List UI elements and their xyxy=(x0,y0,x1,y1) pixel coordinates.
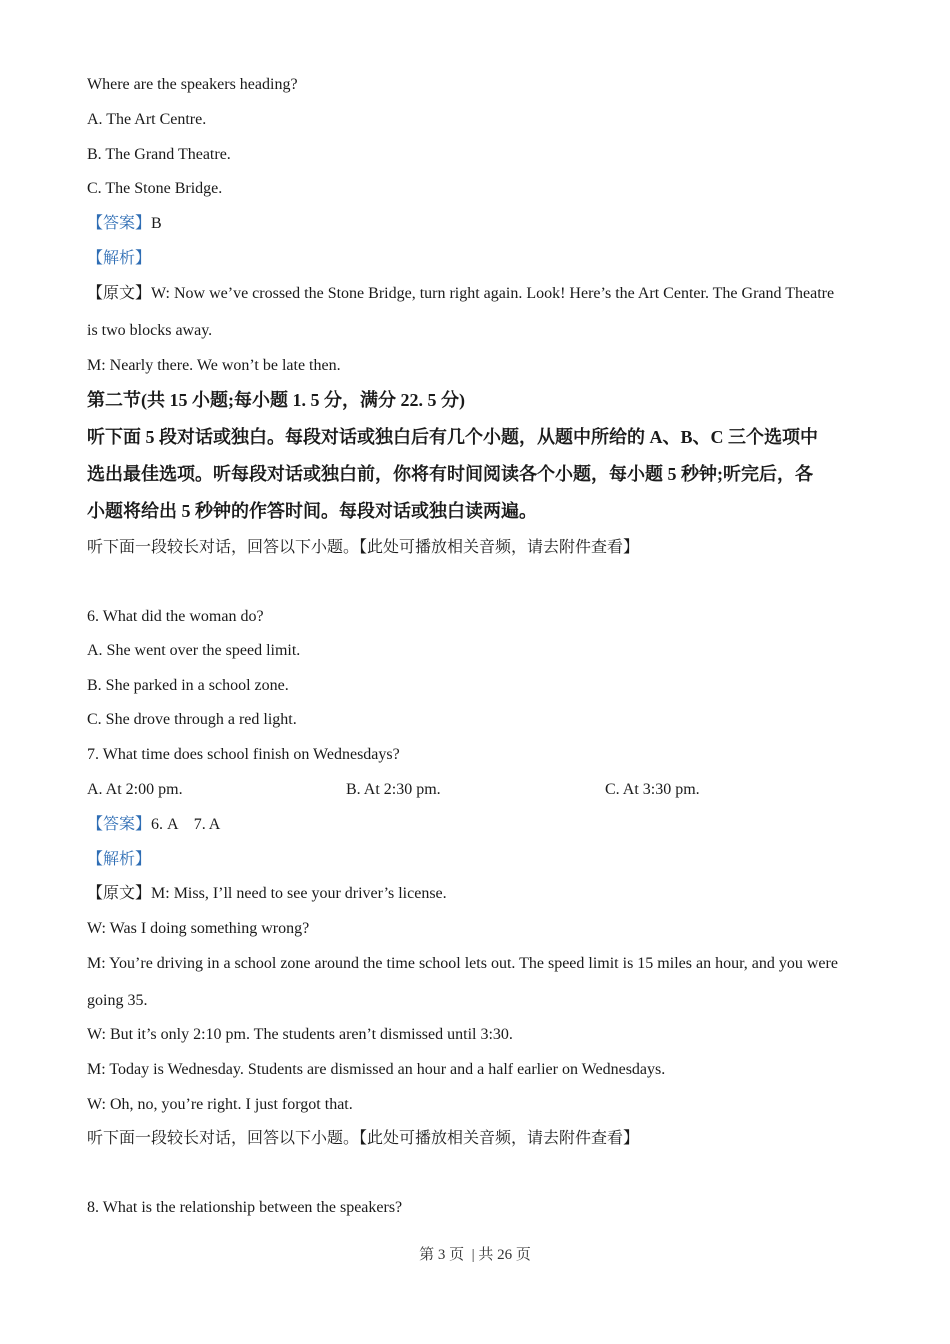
q7-option-b: B. At 2:30 pm. xyxy=(346,781,441,798)
q6-option-c: C. She drove through a red light. xyxy=(87,711,297,728)
answer-line-67 xyxy=(87,815,220,835)
section-2-instructions-1: 听下面 5 段对话或独白。每段对话或独白后有几个小题，从题中所给的 A、B、C 三个选项中 xyxy=(87,427,818,447)
analysis-line-67 xyxy=(87,850,151,870)
q5-option-a: A. The Art Centre. xyxy=(87,111,207,128)
dialogue-text: M: Miss, I’ll need to see your driver’s license. xyxy=(151,885,447,902)
analysis-line-5 xyxy=(87,249,151,269)
section-2-instructions-3: 小题将给出 5 秒钟的作答时间。每段对话或独白读两遍。 xyxy=(87,501,537,521)
dialogue-line-3-cont: going 35. xyxy=(87,992,148,1009)
dialogue-line-3: M: You’re driving in a school zone around the time school lets out. The speed limit is 15 miles an hour, and you were xyxy=(87,955,838,972)
transcript-line-2: M: Nearly there. We won’t be late then. xyxy=(87,357,341,374)
dialogue-line-4: W: But it’s only 2:10 pm. The students aren’t dismissed until 3:30. xyxy=(87,1026,513,1043)
dialogue-line-2: W: Was I doing something wrong? xyxy=(87,920,310,937)
q6-option-b: B. She parked in a school zone. xyxy=(87,677,289,694)
analysis-tag: 【解析】 xyxy=(87,250,152,267)
question-6: 6. What did the woman do? xyxy=(87,608,264,625)
section-2-instructions-2: 选出最佳选项。听每段对话或独白前，你将有时间阅读各个小题，每小题 5 秒钟;听完后，各 xyxy=(87,464,813,484)
dialogue-line-6: W: Oh, no, you’re right. I just forgot that. xyxy=(87,1096,353,1113)
q5-option-c: C. The Stone Bridge. xyxy=(87,180,223,197)
analysis-tag: 【解析】 xyxy=(87,851,152,868)
question-5: Where are the speakers heading? xyxy=(87,76,298,93)
answer-line-5 xyxy=(87,214,162,234)
answer-value: 6. A 7. A xyxy=(151,816,221,833)
transcript-line-1 xyxy=(87,284,834,304)
question-8: 8. What is the relationship between the speakers? xyxy=(87,1199,403,1216)
q5-option-b: B. The Grand Theatre. xyxy=(87,146,231,163)
page-footer: 第 3 页 | 共 26 页 xyxy=(419,1247,531,1263)
question-7: 7. What time does school finish on Wednesdays? xyxy=(87,746,400,763)
audio-note-2: 听下面一段较长对话，回答以下小题。【此处可播放相关音频，请去附件查看】 xyxy=(87,1130,640,1147)
audio-note-1: 听下面一段较长对话，回答以下小题。【此处可播放相关音频，请去附件查看】 xyxy=(87,539,640,556)
transcript-line-1-cont: is two blocks away. xyxy=(87,322,213,339)
q7-option-a: A. At 2:00 pm. xyxy=(87,781,183,798)
original-tag: 【原文】 xyxy=(87,885,152,902)
dialogue-line-1 xyxy=(87,884,447,904)
transcript-text: W: Now we’ve crossed the Stone Bridge, turn right again. Look! Here’s the Art Center. The Grand Theatre xyxy=(151,285,835,302)
original-tag: 【原文】 xyxy=(87,285,152,302)
q7-option-c: C. At 3:30 pm. xyxy=(605,781,700,798)
q6-option-a: A. She went over the speed limit. xyxy=(87,642,301,659)
answer-tag: 【答案】 xyxy=(87,816,152,833)
answer-value: B xyxy=(151,215,162,232)
section-2-title: 第二节(共 15 小题;每小题 1. 5 分，满分 22. 5 分) xyxy=(87,390,465,410)
answer-tag: 【答案】 xyxy=(87,215,152,232)
dialogue-line-5: M: Today is Wednesday. Students are dismissed an hour and a half earlier on Wednesdays. xyxy=(87,1061,666,1078)
